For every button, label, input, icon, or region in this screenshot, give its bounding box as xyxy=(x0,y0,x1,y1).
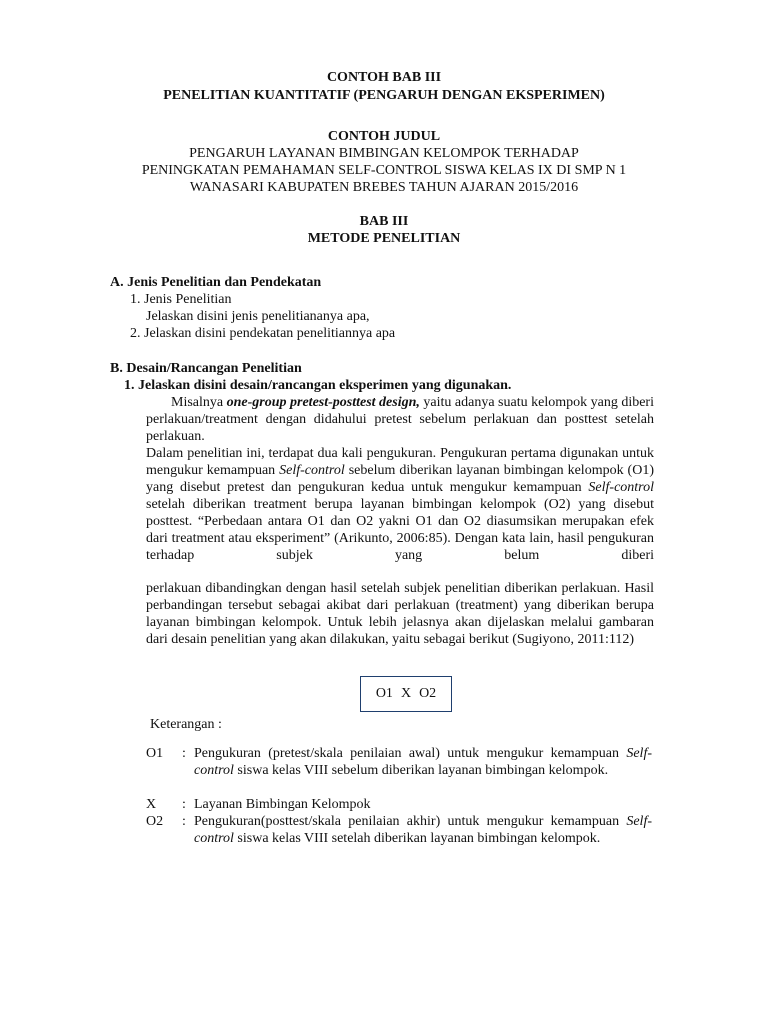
judul-line-2: PENINGKATAN PEMAHAMAN SELF-CONTROL SISWA KELAS IX DI SMP N 1 xyxy=(141,163,627,178)
section-a-item-1: 1. Jenis Penelitian xyxy=(130,292,232,307)
keterangan-desc-o2-a: Pengukuran(posttest/skala penilaian akhir) untuk mengukur kemampuan xyxy=(194,814,627,829)
section-b-item-1: 1. Jelaskan disini desain/rancangan eksperimen yang digunakan. xyxy=(124,378,512,393)
keterangan-colon: : xyxy=(182,746,186,761)
self-control-term: Self-control xyxy=(279,463,345,478)
formula-o2: O2 xyxy=(419,686,437,701)
paragraph-measurement-b: sebelum diberikan layanan bimbingan kelompok (O1) yang disebut pretest dan pengukuran kedua untuk mengukur kemampuan xyxy=(146,463,654,495)
keterangan-key-o2: O2 xyxy=(146,814,164,829)
judul-line-3: WANASARI KABUPATEN BREBES TAHUN AJARAN 2015/2016 xyxy=(189,180,579,195)
keterangan-desc-x: Layanan Bimbingan Kelompok xyxy=(194,797,371,812)
bab-title: BAB III xyxy=(359,214,409,229)
keterangan-label: Keterangan : xyxy=(150,717,222,732)
keterangan-desc-o2-b: siswa kelas VIII setelah diberikan layanan bimbingan kelompok. xyxy=(233,831,601,846)
header-subtitle: PENELITIAN KUANTITATIF (PENGARUH DENGAN EKSPERIMEN) xyxy=(163,88,605,103)
self-control-term: Self-control xyxy=(194,746,652,778)
design-name: one-group pretest-posttest design, xyxy=(226,395,420,410)
keterangan-colon: : xyxy=(182,814,186,829)
header-title: CONTOH BAB III xyxy=(326,70,442,85)
keterangan-desc-o2 xyxy=(194,813,652,847)
section-a-item-1-text: Jelaskan disini jenis penelitiananya apa, xyxy=(146,309,370,324)
paragraph-comparison: perlakuan dibandingkan dengan hasil setelah subjek penelitian diberikan perlakuan. Hasil perbandingan tersebut sebagai akibat dari perlakuan (treatment) yang diberikan berupa layanan bimbingan kelompok. Untuk lebih jelasnya akan dijelaskan melalui gambaran dari desain penelitian yang akan dilakukan, yaitu sebagai berikut (Sugiyono, 2011:112) xyxy=(146,581,654,647)
design-formula-box xyxy=(360,676,452,712)
section-a-title: A. Jenis Penelitian dan Pendekatan xyxy=(110,275,322,290)
judul-line-1: PENGARUH LAYANAN BIMBINGAN KELOMPOK TERHADAP xyxy=(189,146,579,161)
paragraph-design-suffix: yaitu adanya suatu kelompok yang diberi perlakuan/treatment dengan didahului pretest sebelum perlakuan dan posttest setelah perlakuan. xyxy=(146,395,654,444)
keterangan-desc-o1 xyxy=(194,745,652,779)
formula-o1: O1 xyxy=(375,686,393,701)
paragraph-design-prefix: Misalnya xyxy=(171,395,227,410)
keterangan-desc-o1-b: siswa kelas VIII sebelum diberikan layanan bimbingan kelompok. xyxy=(233,763,609,778)
keterangan-desc-o1-a: Pengukuran (pretest/skala penilaian awal) untuk mengukur kemampuan xyxy=(194,746,627,761)
judul-heading: CONTOH JUDUL xyxy=(327,129,441,144)
self-control-term: Self-control xyxy=(588,480,654,495)
paragraph-design xyxy=(146,394,654,445)
paragraph-measurement xyxy=(146,445,654,564)
section-a-item-2: 2. Jelaskan disini pendekatan penelitiannya apa xyxy=(130,326,396,341)
keterangan-key-x: X xyxy=(146,797,157,812)
formula-x: X xyxy=(400,686,412,701)
paragraph-measurement-a: Dalam penelitian ini, terdapat dua kali pengukuran. Pengukuran pertama digunakan untuk mengukur kemampuan xyxy=(146,446,654,478)
keterangan-key-o1: O1 xyxy=(146,746,164,761)
self-control-term: Self-control xyxy=(194,814,652,846)
section-b-title: B. Desain/Rancangan Penelitian xyxy=(110,361,302,376)
bab-subtitle: METODE PENELITIAN xyxy=(307,231,461,246)
keterangan-colon: : xyxy=(182,797,186,812)
paragraph-measurement-c: setelah diberikan treatment berupa layanan bimbingan kelompok (O2) yang disebut posttest. “Perbedaan antara O1 dan O2 yakni O1 dan O2 diasumsikan merupakan efek dari treatment atau eksperiment” (Arikunto, 2006:85). Dengan kata lain, hasil pengukuran terhadap subjek yang belum diberi xyxy=(146,497,654,563)
